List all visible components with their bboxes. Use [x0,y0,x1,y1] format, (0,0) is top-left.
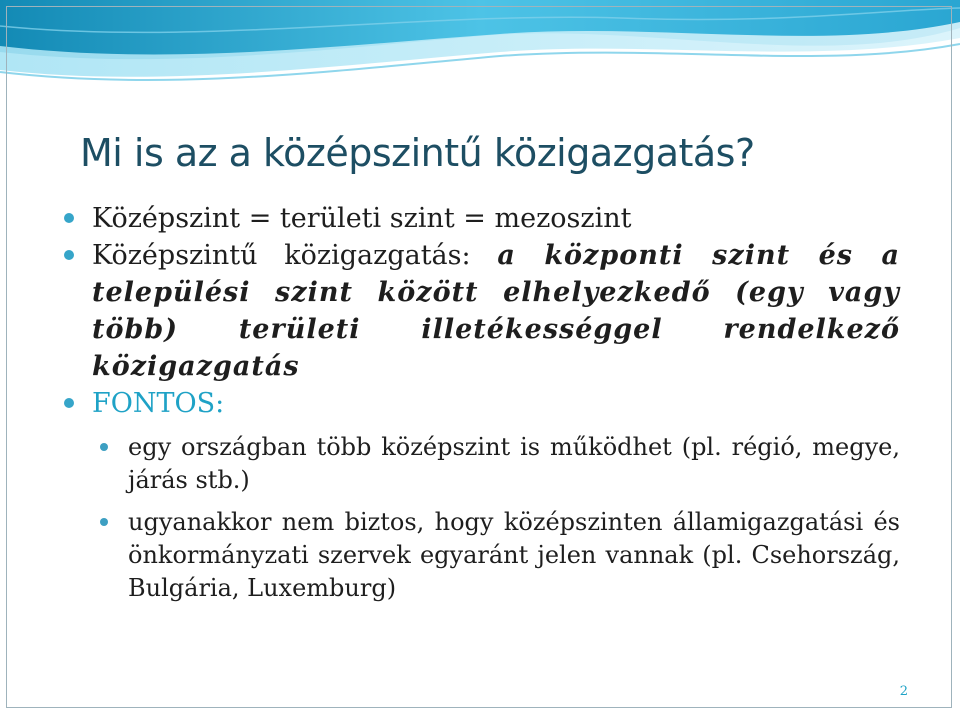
slide-content [60,200,900,605]
bullet-dot-icon [64,250,74,260]
bullet-dot-icon [64,213,74,223]
bullet-kozepszint [60,200,900,237]
sub-bullet-text: egy országban több középszint is működhet (pl. régió, megye, járás stb.) [128,433,900,494]
slide-title: Mi is az a középszintű közigazgatás? [80,131,755,175]
sub-bullet-dot-icon [100,443,108,451]
sub-bullet-ugyanakkor [96,506,900,605]
sub-bullet-tobb-kozepszint [96,431,900,497]
bullet-definition [60,237,900,385]
bullet-text: FONTOS: [92,388,225,419]
sub-bullet-text: ugyanakkor nem biztos, hogy középszinten államigazgatási és önkormányzati szervek egyaránt jelen vannak (pl. Csehország, Bulgária, Luxemburg) [128,508,900,602]
bullet-text: Középszint = területi szint = mezoszint [92,203,632,234]
bullet-text-emphasis: a központi szint és a települési szint között elhelyezkedő (egy vagy több) területi illetékességgel rendelkező közigazgatás [92,240,901,382]
bullet-dot-icon [64,398,74,408]
page-number: 2 [899,684,908,699]
bullet-text-prefix: Középszintű közigazgatás: [92,240,498,271]
bullet-fontos [60,385,900,422]
sub-bullet-dot-icon [100,518,108,526]
